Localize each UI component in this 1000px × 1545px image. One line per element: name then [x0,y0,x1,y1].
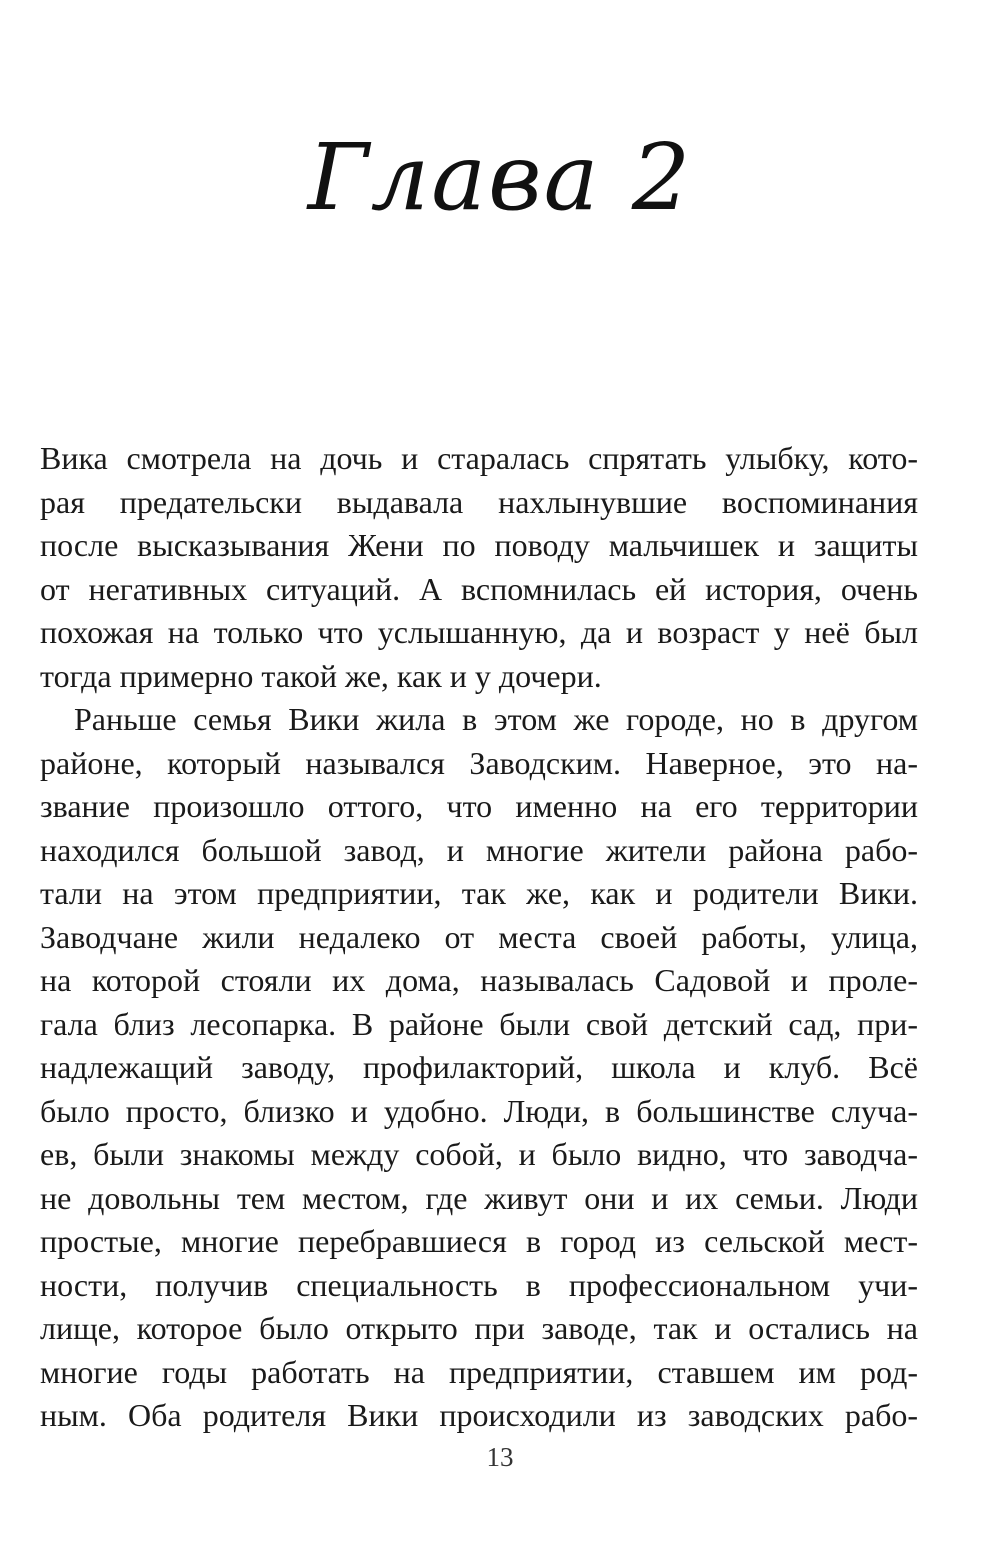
text-line: звание произошло оттого, что именно на его территории [40,788,918,824]
text-line: районе, который назывался Заводским. Наверное, это на- [40,744,918,781]
text-line: похожая на только что услышанную, да и возраст у неё был [40,614,918,650]
text-line: ности, получив специальность в профессиональном учи- [40,1266,918,1303]
paragraph [40,698,918,1438]
text-line: надлежащий заводу, профилакторий, школа и клуб. Всё [40,1049,918,1085]
text-line: после высказывания Жени по поводу мальчишек и защиты [40,527,918,563]
page-number: 13 [486,1442,514,1472]
paragraph [40,437,918,698]
text-line: на которой стояли их дома, называлась Садовой и проле- [40,962,918,998]
text-line: не довольны тем местом, где живут они и их семьи. Люди [40,1179,918,1216]
text-line: рая предательски выдавала нахлынувшие воспоминания [40,483,918,520]
text-line: Заводчане жили недалеко от места своей работы, улица, [40,918,918,955]
chapter-title: Глава 2 [307,124,693,231]
text-line: находился большой завод, и многие жители района рабо- [40,831,918,868]
text-line: от негативных ситуаций. А вспомнилась ей история, очень [40,570,918,607]
text-line: ным. Оба родителя Вики происходили из заводских рабо- [40,1397,918,1433]
text-line: Раньше семья Вики жила в этом же городе, но в другом [74,701,918,737]
body-text [40,437,918,1438]
text-line: лище, которое было открыто при заводе, так и остались на [40,1310,918,1346]
text-line: простые, многие перебравшиеся в город из сельской мест- [40,1223,918,1259]
text-line: гала близ лесопарка. В районе были свой детский сад, при- [40,1005,918,1042]
text-line: тали на этом предприятии, так же, как и родители Вики. [40,875,918,911]
text-line: тогда примерно такой же, как и у дочери. [40,657,602,694]
text-line: Вика смотрела на дочь и старалась спрятать улыбку, кото- [40,440,918,476]
text-line: многие годы работать на предприятии, ставшем им род- [40,1353,918,1390]
text-line: ев, были знакомы между собой, и было видно, что заводча- [40,1136,918,1172]
text-line: было просто, близко и удобно. Люди, в большинстве случа- [40,1092,918,1129]
